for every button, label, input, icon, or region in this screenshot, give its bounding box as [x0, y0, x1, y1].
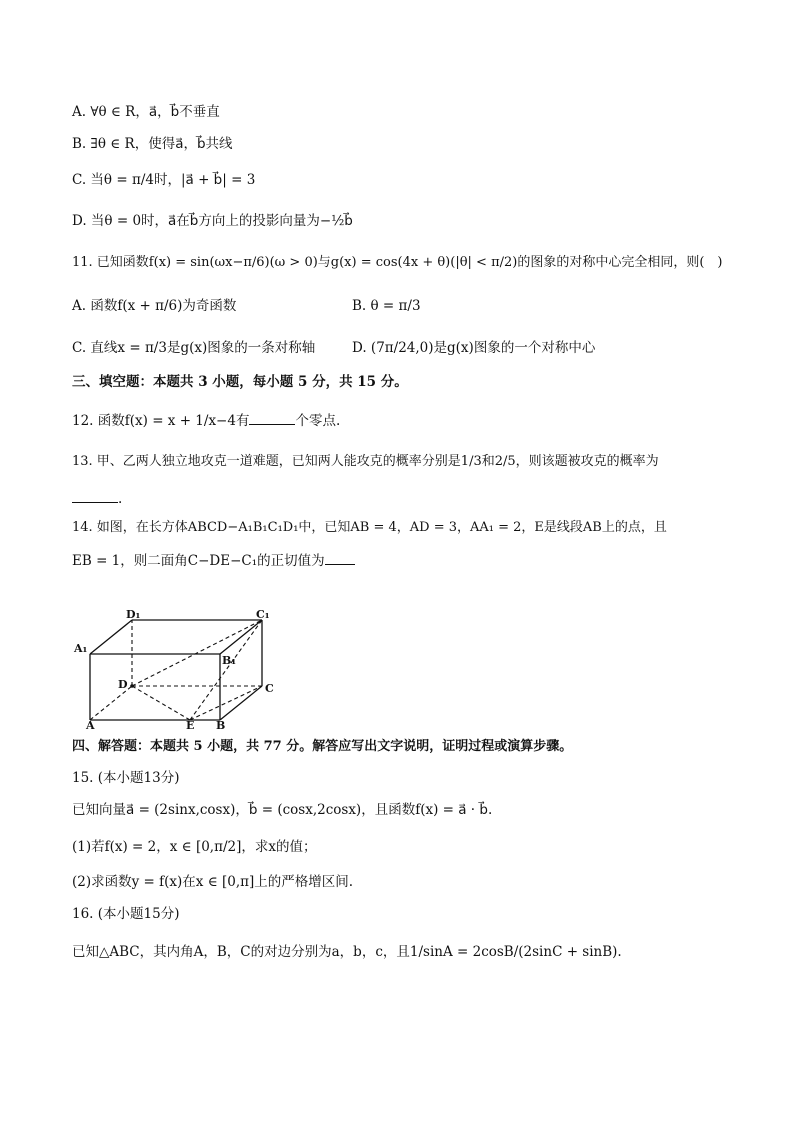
q15-part-1: (1)若f(x) = 2，x ∈ [0,π/2]，求x的值；: [72, 839, 317, 855]
q14-stem-line-2: [72, 550, 355, 571]
line-d-e: [132, 686, 190, 720]
label-a: A: [86, 719, 95, 730]
label-d1: D₁: [126, 608, 141, 621]
point-d-dot: [130, 684, 134, 688]
q13-stem: 13. 甲、乙两人独立地攻克一道难题，已知两人能攻克的概率分别是1/3和2/5，则该题被攻克的概率为: [72, 454, 659, 469]
q12-answer-blank: [249, 410, 295, 425]
q12-text-pre: 12. 函数f(x) = x + 1/x−4有: [72, 413, 250, 429]
edge-a1-d1: [90, 620, 132, 654]
label-d: D: [118, 678, 128, 691]
label-b: B: [216, 719, 226, 730]
q15-part-2: (2)求函数y = f(x)在x ∈ [0,π]上的严格增区间.: [72, 874, 354, 890]
q12-text-post: 个零点.: [295, 413, 341, 429]
q15-header: 15. (本小题13分): [72, 770, 180, 786]
q10-option-a: A. ∀θ ∈ R，a⃗，b⃗不垂直: [72, 104, 220, 120]
q16-stem: 已知△ABC，其内角A，B，C的对边分别为a，b，c，且1/sinA = 2cosB/(2sinC + sinB).: [72, 944, 622, 960]
q14-text: EB = 1，则二面角C−DE−C₁的正切值为: [72, 553, 325, 569]
q13-answer: [72, 488, 122, 509]
q11-option-a: A. 函数f(x + π/6)为奇函数: [72, 298, 237, 314]
label-b1: B₁: [222, 654, 237, 667]
label-a1: A₁: [74, 642, 88, 655]
q14-answer-blank: [325, 550, 355, 565]
line-d-c1: [132, 620, 262, 686]
cuboid-figure: [72, 608, 282, 730]
q11-option-c: C. 直线x = π/3是g(x)图象的一条对称轴: [72, 340, 316, 356]
q15-stem: 已知向量a⃗ = (2sinx,cosx)，b⃗ = (cosx,2cosx)，且函数f(x) = a⃗ · b⃗.: [72, 802, 493, 818]
q12: [72, 410, 340, 431]
q11-option-b: B. θ = π/3: [352, 298, 421, 314]
q10-option-b: B. ∃θ ∈ R，使得a⃗，b⃗共线: [72, 136, 233, 152]
q14-stem-line-1: 14. 如图，在长方体ABCD−A₁B₁C₁D₁中，已知AB = 4，AD = 3，AA₁ = 2，E是线段AB上的点，且: [72, 520, 667, 535]
q16-header: 16. (本小题15分): [72, 906, 180, 922]
q10-option-d: D. 当θ = 0时，a⃗在b⃗方向上的投影向量为−½b⃗: [72, 213, 353, 229]
label-c1: C₁: [256, 608, 270, 621]
q11-stem: 11. 已知函数f(x) = sin(ωx−π/6)(ω > 0)与g(x) = cos(4x + θ)(|θ| < π/2)的图象的对称中心完全相同，则( ): [72, 255, 723, 270]
q11-option-d: D. (7π/24,0)是g(x)图象的一个对称中心: [352, 340, 596, 356]
label-c: C: [265, 682, 274, 695]
hidden-edge-a-d: [90, 686, 132, 720]
q13-answer-blank: [72, 488, 118, 503]
line-e-c1: [190, 620, 262, 720]
section-3-heading: 三、填空题：本题共 3 小题，每小题 5 分，共 15 分。: [72, 374, 408, 390]
label-e: E: [186, 719, 195, 730]
section-4-heading: 四、解答题：本题共 5 小题，共 77 分。解答应写出文字说明，证明过程或演算步骤。: [72, 739, 573, 754]
q10-option-c: C. 当θ = π/4时，|a⃗ + b⃗| = 3: [72, 172, 256, 188]
edge-b-c: [220, 686, 262, 720]
q13-end: .: [118, 491, 123, 507]
